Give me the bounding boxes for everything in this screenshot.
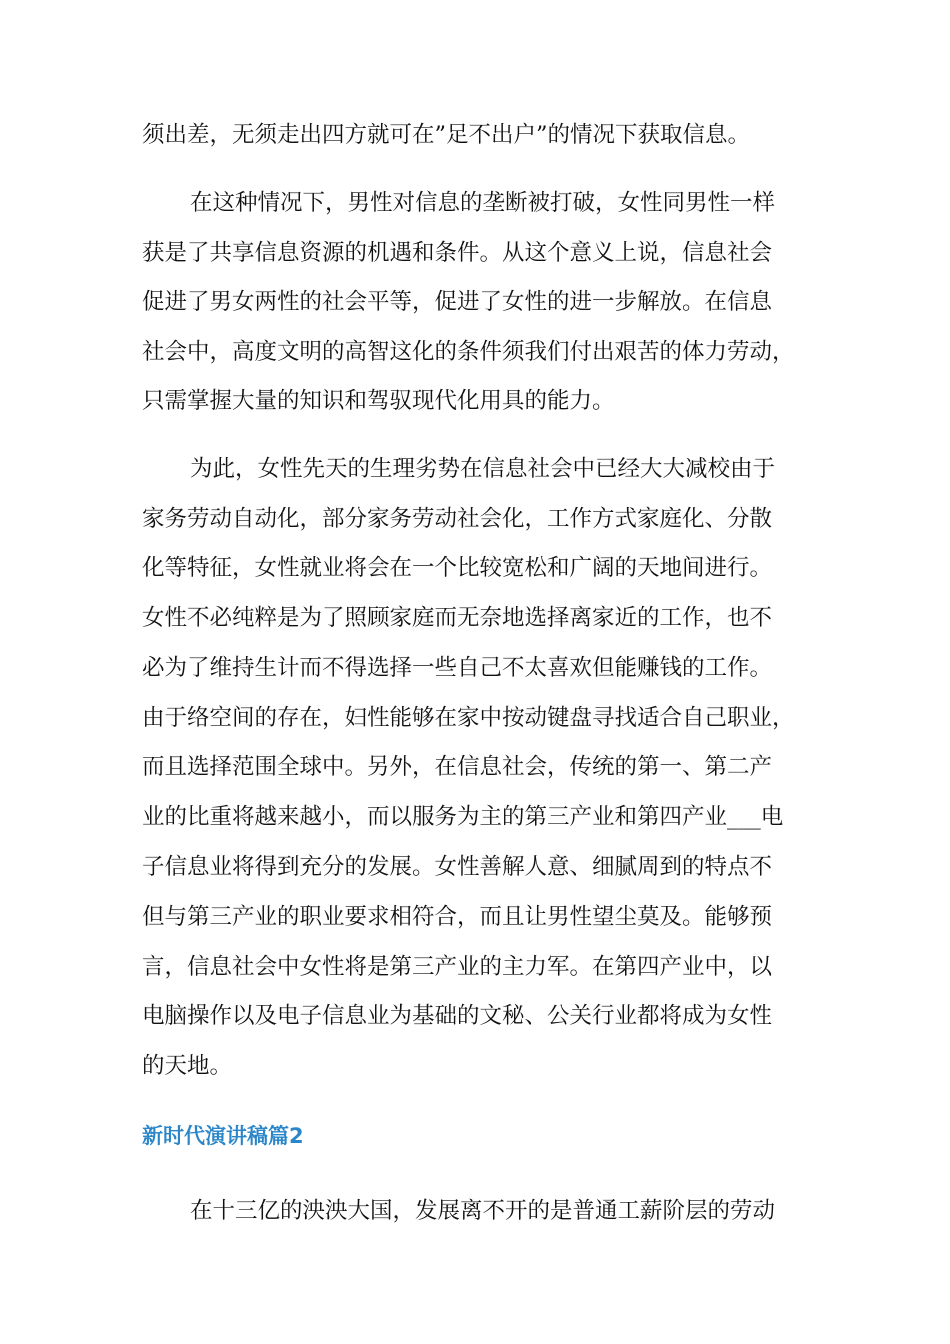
section-heading: 新时代演讲稿篇2 bbox=[142, 1124, 304, 1148]
paragraph-3-line-10: 但与第三产业的职业要求相符合，而且让男性望尘莫及。能够预 bbox=[142, 904, 773, 930]
paragraph-3-line-3: 化等特征，女性就业将会在一个比较宽松和广阔的天地间进行。 bbox=[142, 555, 773, 581]
paragraph-3-line-4: 女性不必纯粹是为了照顾家庭而无奈地选择离家近的工作，也不 bbox=[142, 605, 773, 631]
paragraph-3-line-11: 言，信息社会中女性将是第三产业的主力军。在第四产业中，以 bbox=[142, 954, 773, 980]
paragraph-2-line-5: 只需掌握大量的知识和驾驭现代化用具的能力。 bbox=[142, 388, 615, 414]
paragraph-3-line-1: 为此，女性先天的生理劣势在信息社会中已经大大减校由于 bbox=[190, 456, 776, 482]
paragraph-3-line-8: 业的比重将越来越小，而以服务为主的第三产业和第四产业___电 bbox=[142, 804, 784, 830]
paragraph-1-line-1: 须出差，无须走出四方就可在”足不出户”的情况下获取信息。 bbox=[142, 122, 751, 148]
paragraph-3-line-12: 电脑操作以及电子信息业为基础的文秘、公关行业都将成为女性 bbox=[142, 1003, 773, 1029]
paragraph-2-line-1: 在这种情况下，男性对信息的垄断被打破，女性同男性一样 bbox=[190, 190, 776, 216]
paragraph-2-line-4: 社会中，高度文明的高智这化的条件须我们付出艰苦的体力劳动， bbox=[142, 339, 795, 365]
paragraph-3-line-9: 子信息业将得到充分的发展。女性善解人意、细腻周到的特点不 bbox=[142, 854, 773, 880]
paragraph-3-line-5: 必为了维持生计而不得选择一些自己不太喜欢但能赚钱的工作。 bbox=[142, 655, 773, 681]
paragraph-2-line-2: 获是了共享信息资源的机遇和条件。从这个意义上说，信息社会 bbox=[142, 240, 773, 266]
paragraph-3-line-13: 的天地。 bbox=[142, 1053, 233, 1079]
paragraph-2-line-3: 促进了男女两性的社会平等，促进了女性的进一步解放。在信息 bbox=[142, 289, 773, 315]
paragraph-3-line-7: 而且选择范围全球中。另外，在信息社会，传统的第一、第二产 bbox=[142, 754, 773, 780]
closing-paragraph-line-1: 在十三亿的泱泱大国，发展离不开的是普通工薪阶层的劳动 bbox=[190, 1198, 776, 1224]
paragraph-3-line-2: 家务劳动自动化，部分家务劳动社会化，工作方式家庭化、分散 bbox=[142, 506, 773, 532]
paragraph-3-line-6: 由于络空间的存在，妇性能够在家中按动键盘寻找适合自己职业， bbox=[142, 705, 795, 731]
